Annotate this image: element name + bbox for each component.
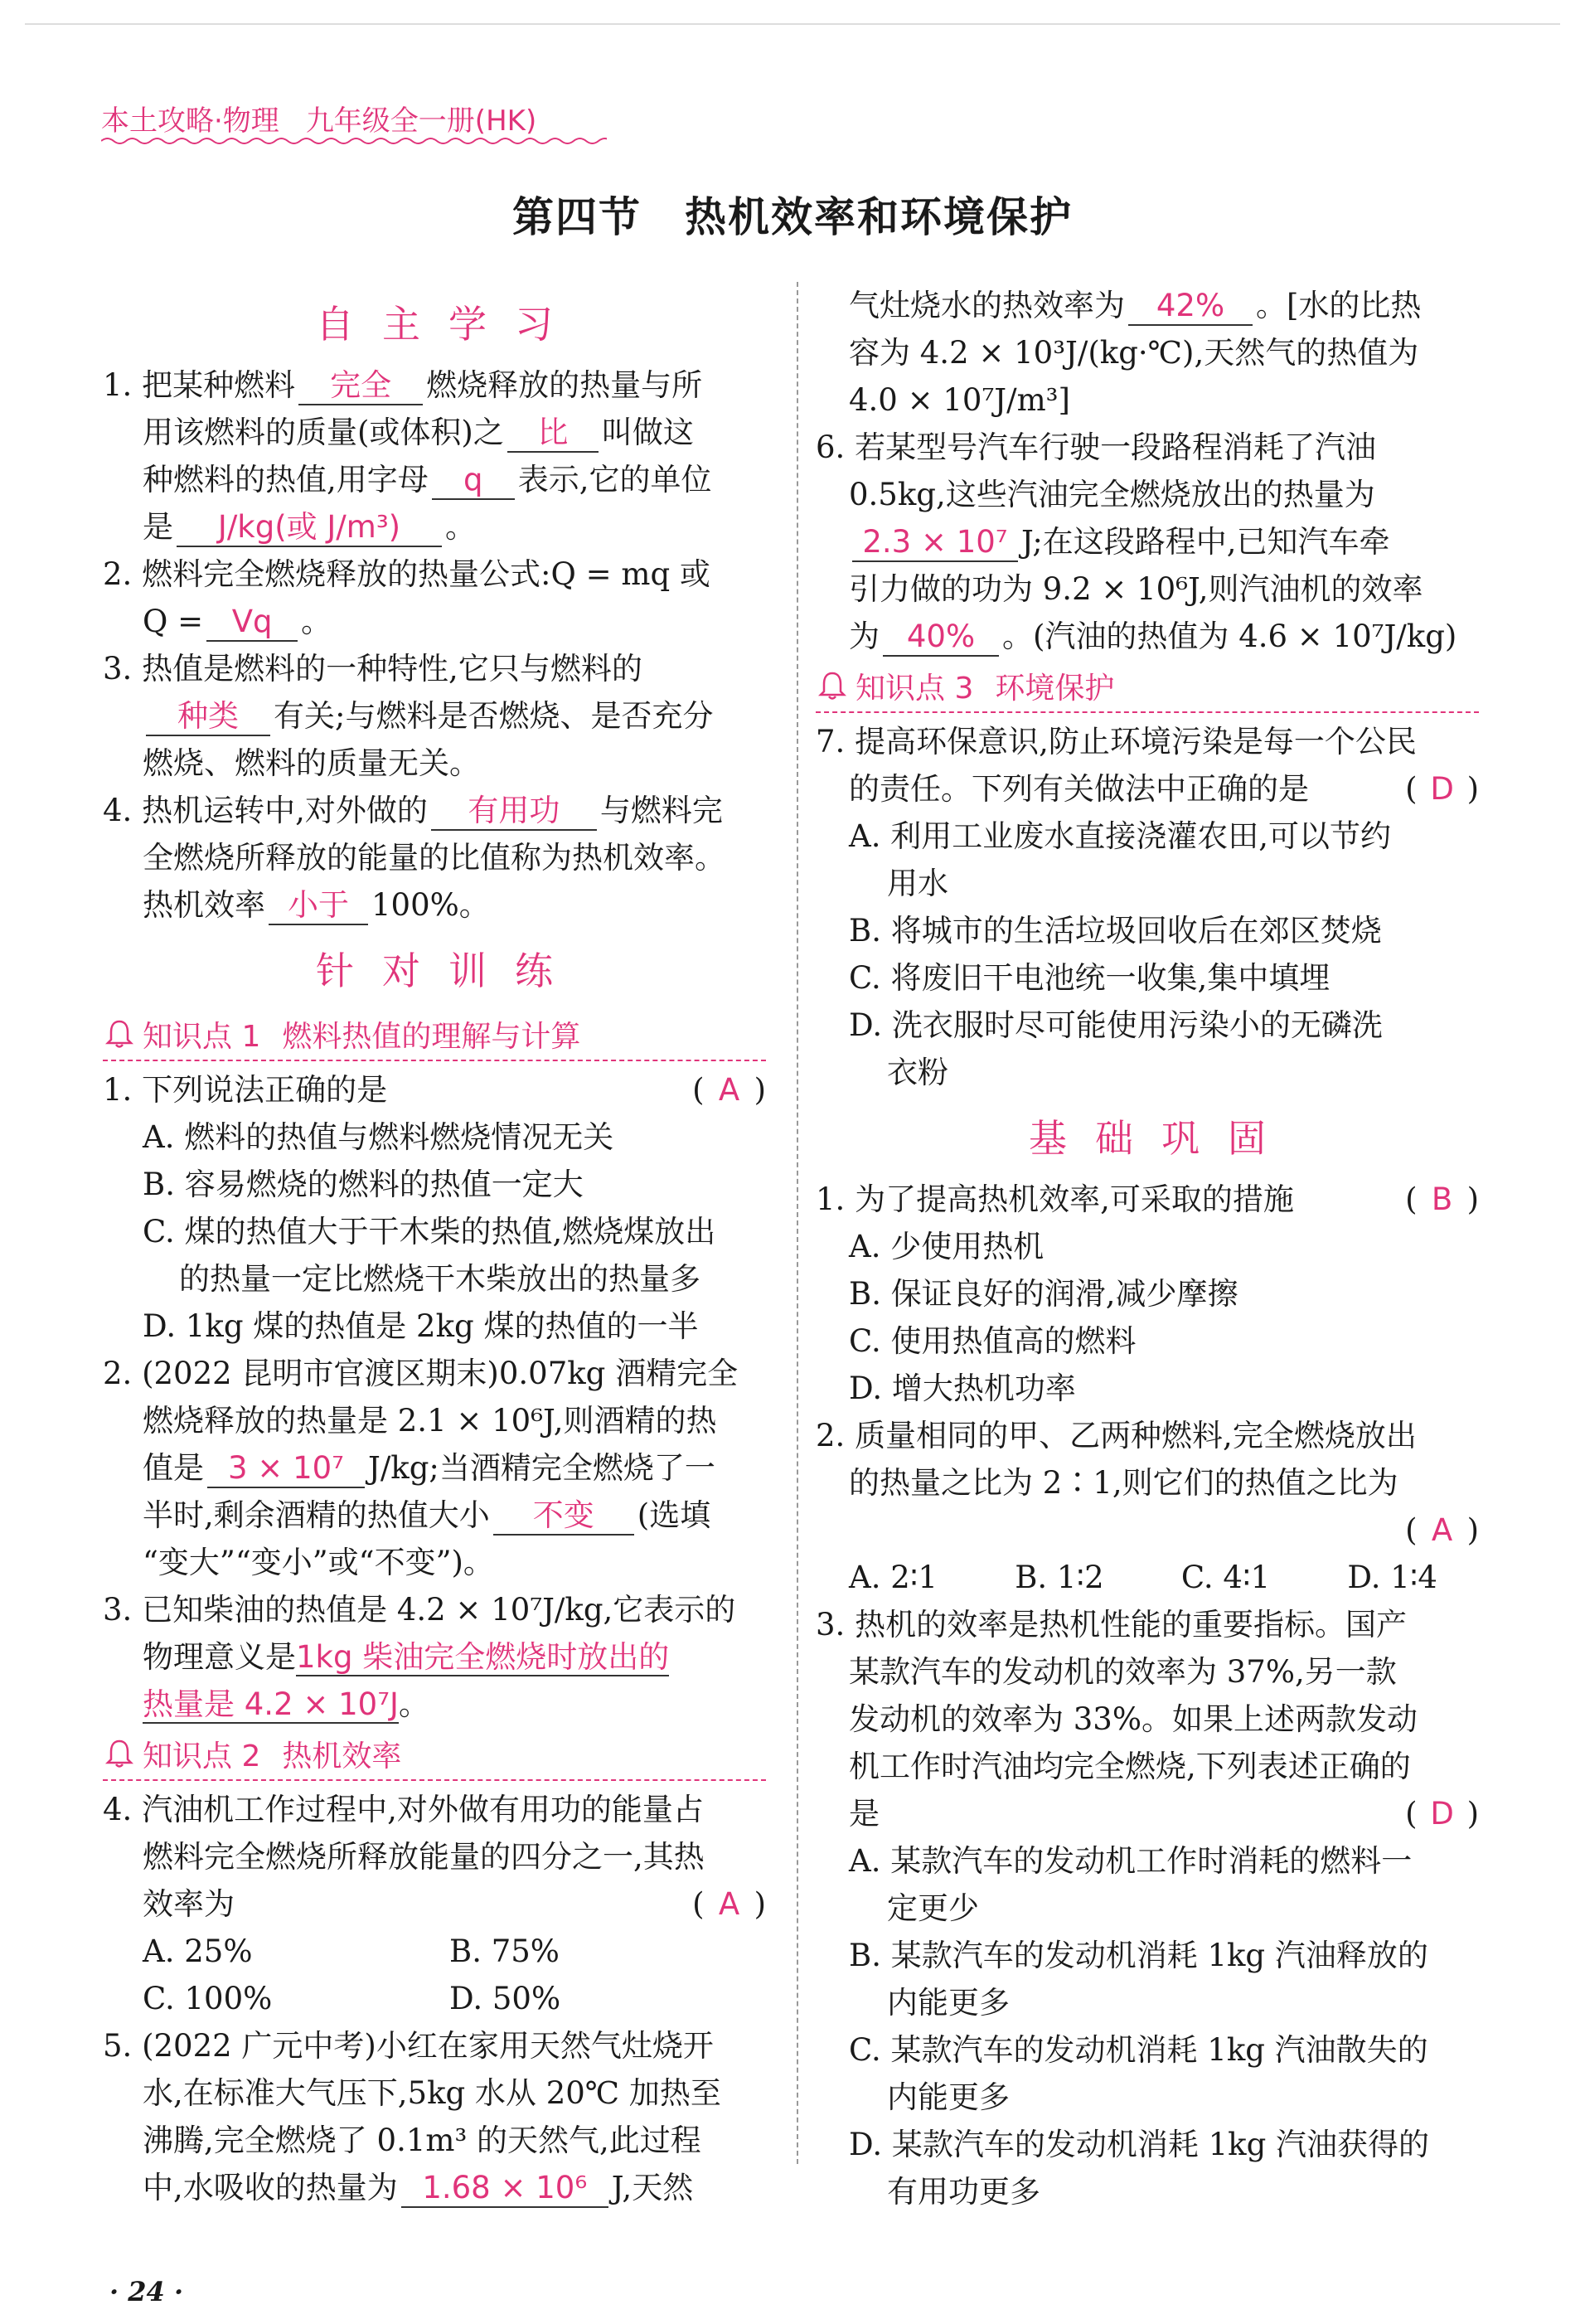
knowledge-point-1: 知识点 1 燃料热值的理解与计算 xyxy=(103,1008,766,1061)
page-frame xyxy=(25,23,1560,25)
self-study-q2: 2. 燃料完全燃烧释放的热量公式:Q = mq 或 Q = Vq 。 xyxy=(103,551,766,645)
bell-icon xyxy=(816,669,849,702)
answer-choice[interactable]: A xyxy=(718,1886,740,1922)
answer-blank[interactable]: 不变 xyxy=(493,1497,634,1536)
answer-blank[interactable]: 有用功 xyxy=(431,793,597,831)
knowledge-point-2: 知识点 2 热机效率 xyxy=(103,1728,766,1781)
targeted-q5-continued: 气灶烧水的热效率为 42% 。[水的比热 容为 4.2 × 10³J/(kg·℃),天然气的热值为 4.0 × 10⁷J/m³] xyxy=(849,288,1422,418)
consolidate-q2: 2. 质量相同的甲、乙两种燃料,完全燃烧放出 的热量之比为 2∶1,则它们的热值之比为 ( A ) A. 2∶1 B. 1∶2 C. 4∶1 D. 1∶4 xyxy=(816,1418,1479,1595)
left-column xyxy=(103,282,766,2211)
answer-choice[interactable]: A xyxy=(1431,1512,1453,1548)
answer-choice[interactable]: B xyxy=(1431,1181,1453,1217)
answer-blank[interactable]: 2.3 × 10⁷ xyxy=(852,524,1018,562)
targeted-q2: 2. (2022 昆明市官渡区期末)0.07kg 酒精完全 燃烧释放的热量是 2.1 × 10⁶J,则酒精的热 值是 3 × 10⁷ J/kg;当酒精完全燃烧了一 半时,剩余酒精的热值大小 不变 (选填 “变大”“变小”或“不变”)。 xyxy=(103,1356,739,1580)
answer-blank[interactable]: J/kg(或 J/m³) xyxy=(177,509,442,547)
answer-blank[interactable]: 比 xyxy=(507,415,599,453)
answer-blank[interactable]: 42% xyxy=(1128,288,1253,326)
answer-blank[interactable]: 3 × 10⁷ xyxy=(207,1450,365,1488)
self-study-q1: 1. 把某种燃料 完全 燃烧释放的热量与所 用该燃料的质量(或体积)之 比 叫做这 种燃料的热值,用字母 q 表示,它的单位 是 J/kg(或 J/m³) 。 xyxy=(103,361,766,551)
targeted-q7: 7. 提高环保意识,防止环境污染是每一个公民 的责任。下列有关做法中正确的是 ( D ) A. 利用工业废水直接浇灌农田,可以节约 用水 B. 将城市的生活垃圾回收后在郊区焚烧 C. 将废旧干电池统一收集,集中填埋 D. 洗衣服时尽可能使用污染小的无磷洗 衣粉 xyxy=(816,724,1479,1090)
knowledge-point-3: 知识点 3 环境保护 xyxy=(816,660,1479,713)
targeted-q6: 6. 若某型号汽车行驶一段路程消耗了汽油 0.5kg,这些汽油完全燃烧放出的热量为 2.3 × 10⁷ J;在这段路程中,已知汽车牵 引力做的功为 9.2 × 10⁶J,则汽油机的效率 为 40% 。(汽油的热值为 4.6 × 10⁷J/kg) xyxy=(816,424,1479,660)
answer-blank[interactable]: 完全 xyxy=(298,367,423,405)
banner-self-study: 自主学习 xyxy=(103,282,766,361)
targeted-q1: 1. 下列说法正确的是 ( A ) A. 燃料的热值与燃料燃烧情况无关 B. 容易燃烧的燃料的热值一定大 C. 煤的热值大于干木柴的热值,燃烧煤放出 的热量一定比燃烧干木柴放出的热量多 D. 1kg 煤的热值是 2kg 煤的热值的一半 xyxy=(103,1066,766,1350)
running-header xyxy=(101,98,536,138)
consolidate-q3: 3. 热机的效率是热机性能的重要指标。国产 某款汽车的发动机的效率为 37%,另一款 发动机的效率为 33%。如果上述两款发动 机工作时汽油均完全燃烧,下列表述正确的 是 ( D ) A. 某款汽车的发动机工作时消耗的燃料一 定更少 B. 某款汽车的发动机消耗 1kg 汽油释放的 内能更多 C. 某款汽车的发动机消耗 1kg 汽油散失的 内能更多 D. 某款汽车的发动机消耗 1kg 汽油获得的 有用功更多 xyxy=(816,1607,1479,2210)
answer-blank[interactable]: 小于 xyxy=(269,887,368,925)
column-divider xyxy=(797,282,798,2164)
answer-blank[interactable]: q xyxy=(432,462,515,500)
answer-blank[interactable]: 种类 xyxy=(146,698,270,736)
consolidate-q1: 1. 为了提高热机效率,可采取的措施 ( B ) A. 少使用热机 B. 保证良好的润滑,减少摩擦 C. 使用热值高的燃料 D. 增大热机功率 xyxy=(816,1176,1479,1412)
answer-blank[interactable]: 40% xyxy=(883,619,999,657)
answer-blank[interactable]: 1kg 柴油完全燃烧时放出的 xyxy=(296,1639,670,1675)
banner-targeted: 针对训练 xyxy=(103,929,766,1008)
banner-consolidate: 基础巩固 xyxy=(816,1096,1479,1176)
book-title: 本土攻略·物理 xyxy=(101,104,279,138)
answer-choice[interactable]: D xyxy=(1430,1796,1454,1832)
section-title: 第四节 热机效率和环境保护 xyxy=(512,192,1073,241)
targeted-q5: 5. (2022 广元中考)小红在家用天然气灶烧开 水,在标准大气压下,5kg 水从 20℃ 加热至 沸腾,完全燃烧了 0.1m³ 的天然气,此过程 中,水吸收的热量为 1.68 × 10⁶ J,天然 xyxy=(103,2022,766,2211)
bell-icon xyxy=(103,1017,136,1050)
answer-blank[interactable]: Vq xyxy=(206,604,298,642)
right-column xyxy=(816,282,1479,2215)
answer-blank[interactable]: 1.68 × 10⁶ xyxy=(401,2170,608,2208)
wavy-underline xyxy=(101,136,607,146)
self-study-q4: 4. 热机运转中,对外做的 有用功 与燃料完 全燃烧所释放的能量的比值称为热机效率。 热机效率 小于 100%。 xyxy=(103,787,766,929)
bell-icon xyxy=(103,1737,136,1770)
targeted-q4: 4. 汽油机工作过程中,对外做有用功的能量占 燃料完全燃烧所释放能量的四分之一,其热 效率为 ( A ) A. 25% B. 75% C. 100% D. 50% xyxy=(103,1792,766,2016)
answer-choice[interactable]: A xyxy=(718,1072,740,1108)
page-number: · 24 · xyxy=(109,2276,184,2307)
self-study-q3: 3. 热值是燃料的一种特性,它只与燃料的 种类 有关;与燃料是否燃烧、是否充分 燃烧、燃料的质量无关。 xyxy=(103,651,714,781)
answer-choice[interactable]: D xyxy=(1430,771,1454,807)
answer-blank[interactable]: 热量是 4.2 × 10⁷J xyxy=(143,1686,399,1722)
targeted-q3: 3. 已知柴油的热值是 4.2 × 10⁷J/kg,它表示的 物理意义是1kg 柴油完全燃烧时放出的 热量是 4.2 × 10⁷J。 xyxy=(103,1592,736,1722)
grade-label: 九年级全一册(HK) xyxy=(305,104,537,138)
